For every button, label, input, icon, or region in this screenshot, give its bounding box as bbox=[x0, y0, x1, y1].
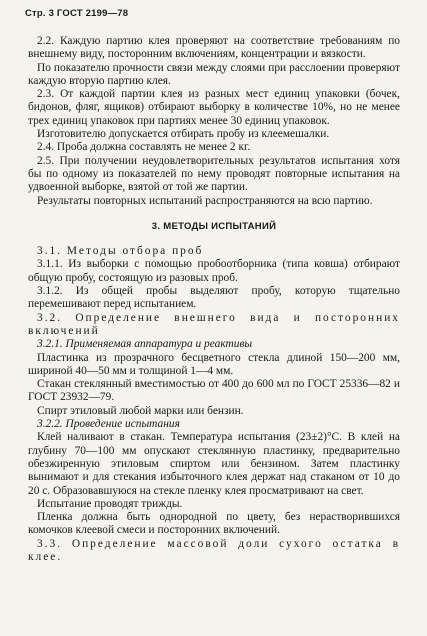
paragraph-repeat-results: Результаты повторных испытаний распространяются на всю партию. bbox=[37, 194, 373, 207]
paragraph-3-1-1: 3.1.1. Из выборки с помощью пробоотборника (типа ковша) отбирают общую пробу, состоящую из разовых проб. bbox=[28, 258, 400, 284]
document-body bbox=[28, 35, 400, 564]
page-header: Стр. 3 ГОСТ 2199—78 bbox=[25, 8, 129, 19]
paragraph-mixer-sample: Изготовителю допускается отбирать пробу из клеемешалки. bbox=[37, 128, 330, 141]
paragraph-2-2: 2.2. Каждую партию клея проверяют на соответствие требованиям по внешнему виду, посторонним включениям, концентрации и вязкости. bbox=[28, 35, 400, 61]
section-title-test-methods: 3. МЕТОДЫ ИСПЫТАНИЙ bbox=[151, 220, 277, 232]
paragraph-glass-plate: Пластинка из прозрачного бесцветного стекла длиной 150—200 мм, шириной 40—50 мм и толщиной 1—4 мм. bbox=[28, 351, 400, 377]
paragraph-procedure: Клей наливают в стакан. Температура испытания (23±2)°С. В клей на глубину 70—100 мм опускают стеклянную пластинку, предварительно обезжиренную этиловым спиртом или бензином. Затем пластинку вынимают и для стекания избыточного клея держат над стаканом от 10 до 20 с. Образовавшуюся на стекле пленку клея просматривают на свет. bbox=[28, 431, 400, 497]
paragraph-2-4: 2.4. Проба должна составлять не менее 2 кг. bbox=[37, 141, 251, 154]
paragraph-3-1-2: 3.1.2. Из общей пробы выделяют пробу, которую тщательно перемешивают перед испытанием. bbox=[28, 285, 400, 311]
paragraph-2-3: 2.3. От каждой партии клея из разных мест единиц упаковки (бочек, бидонов, фляг, ящиков) отбирают выборку в количестве 10%, но не менее трех единиц упаковок при партиях менее 30 единиц упаковок. bbox=[28, 88, 400, 127]
subsection-3-2-heading: 3.2. Определение внешнего вида и посторонних включений bbox=[28, 311, 400, 337]
paragraph-three-times: Испытание проводят трижды. bbox=[37, 497, 183, 510]
subsection-3-1-heading: 3.1. Методы отбора проб bbox=[37, 245, 204, 258]
paragraph-film-requirement: Пленка должна быть однородной по цвету, без нерастворившихся комочков клеевой смеси и посторонних включений. bbox=[28, 511, 400, 537]
paragraph-ethanol: Спирт этиловый любой марки или бензин. bbox=[37, 404, 244, 417]
subsection-3-2-1-heading: 3.2.1. Применяемая аппаратура и реактивы bbox=[37, 338, 253, 351]
subsection-3-3-heading: 3.3. Определение массовой доли сухого остатка в клее. bbox=[28, 537, 400, 563]
subsection-3-2-2-heading: 3.2.2. Проведение испытания bbox=[37, 418, 180, 431]
paragraph-strength-check: По показателю прочности связи между слоями при расслоении проверяют каждую вторую партию клея. bbox=[28, 61, 400, 87]
paragraph-glass-beaker: Стакан стеклянный вместимостью от 400 до 600 мл по ГОСТ 25336—82 и ГОСТ 23932—79. bbox=[28, 378, 400, 404]
paragraph-2-5: 2.5. При получении неудовлетворительных результатов испытания хотя бы по одному из показателей по нему проводят повторные испытания на удвоенной выборке, взятой от той же партии. bbox=[28, 154, 400, 194]
